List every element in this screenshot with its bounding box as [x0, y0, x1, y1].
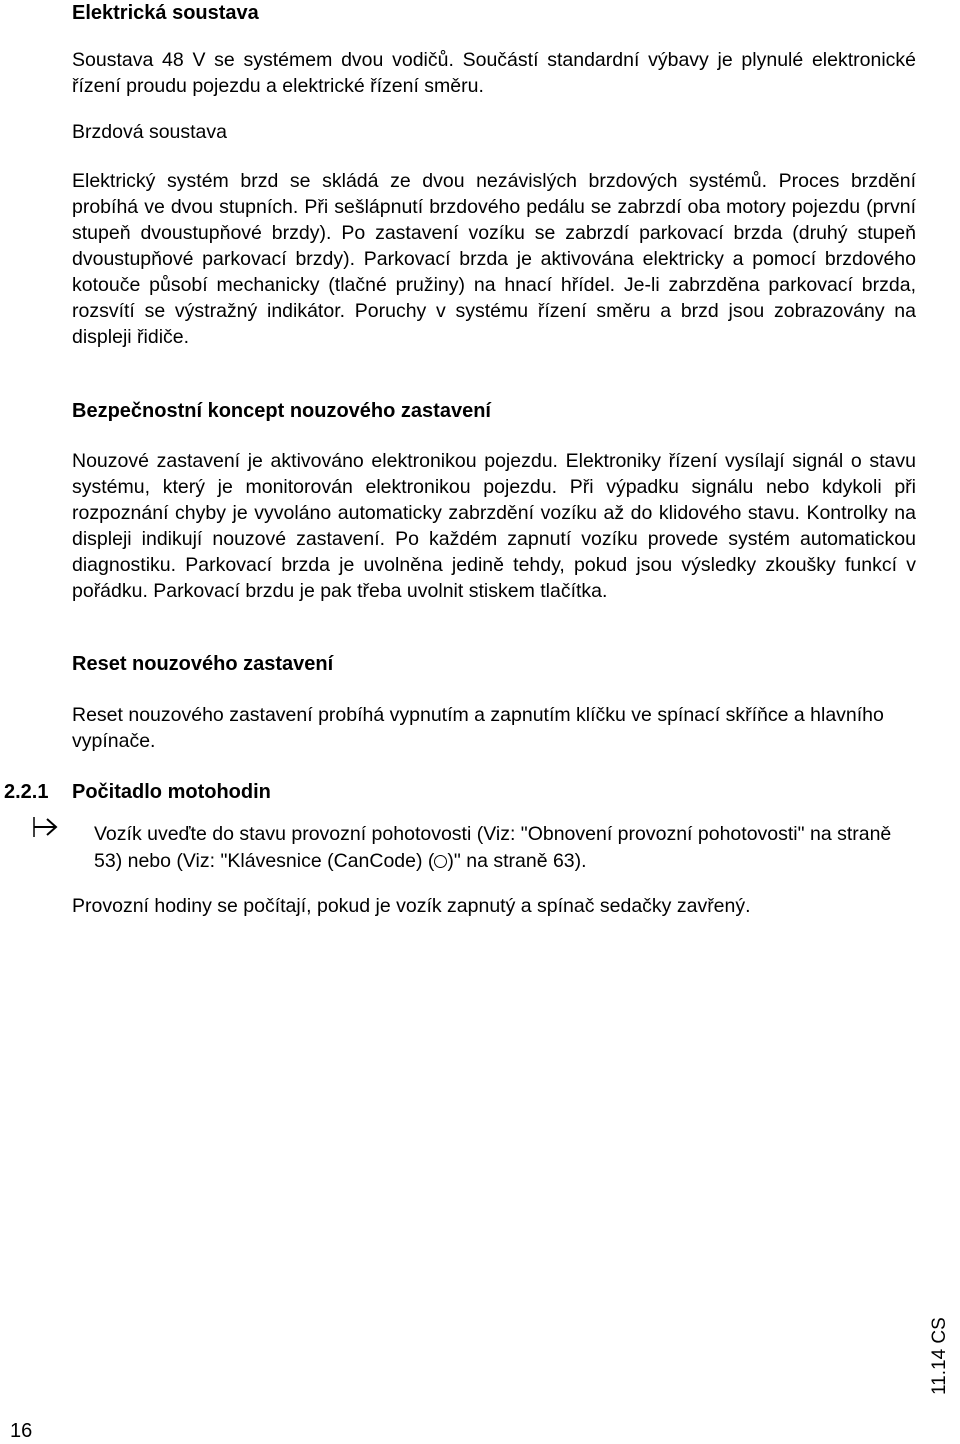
cancode-circle-icon — [434, 855, 447, 868]
paragraph-brake-system: Elektrický systém brzd se skládá ze dvou nezávislých brzdových systémů. Proces brzdění probíhá ve dvou stupních. Při sešlápnutí brzdového pedálu se zabrzdí oba motory pojezdu (první stupeň dvoustupňové brzdy). Po zastavení vozíku se zabrzdí parkovací brzda (druhý stupeň dvoustupňové parkovací brzdy). Parkovací brzda je aktivována elektricky a pomocí brzdového kotouče působí mechanicky (tlačné pružiny) na hnací hřídel. Je-li zabrzděna parkovací brzda, rozsvítí se výstražný indikátor. Poruchy v systému řízení směru a brzd jsou zobrazovány na displeji řidiče. — [72, 170, 916, 348]
instruction-step-text-end: )" na straně 63). — [447, 850, 587, 872]
page-number: 16 — [10, 1420, 33, 1442]
heading-hour-meter: Počitadlo motohodin — [72, 781, 271, 803]
heading-emergency-stop-concept: Bezpečnostní koncept nouzového zastavení — [72, 400, 491, 422]
paragraph-hour-meter: Provozní hodiny se počítají, pokud je vozík zapnutý a spínač sedačky zavřený. — [72, 895, 751, 917]
paragraph-emergency-stop-reset: Reset nouzového zastavení probíhá vypnutím a zapnutím klíčku ve spínací skříňce a hlavního vypínače. — [72, 704, 884, 752]
section-number: 2.2.1 — [4, 781, 49, 803]
instruction-step — [94, 821, 920, 875]
instruction-step-text-start: Vozík uveďte do stavu provozní pohotovosti (Viz: "Obnovení provozní pohotovosti" na straně 53) nebo (Viz: "Klávesnice (CanCode) ( — [94, 823, 892, 872]
heading-electrical-system: Elektrická soustava — [72, 2, 259, 24]
heading-emergency-stop-reset: Reset nouzového zastavení — [72, 653, 334, 675]
paragraph-emergency-stop-concept: Nouzové zastavení je aktivováno elektronikou pojezdu. Elektroniky řízení vysílají signál o stavu systému, který je monitorován elektronikou pojezdu. Při výpadku signálu nebo kdykoli při rozpoznání chyby je vyvoláno automaticky zabrzdění vozíku až do klidového stavu. Kontrolky na displeji indikují nouzové zastavení. Po každém zapnutí vozíku provede systém automatickou diagnostiku. Parkovací brzda je uvolněna jedině tehdy, pokud jsou výsledky zkoušky funkcí v pořádku. Parkovací brzdu je pak třeba uvolnit stiskem tlačítka. — [72, 450, 916, 602]
subheading-brake-system: Brzdová soustava — [72, 121, 228, 143]
instruction-arrow-icon — [30, 814, 60, 840]
paragraph-electrical-system: Soustava 48 V se systémem dvou vodičů. Součástí standardní výbavy je plynulé elektronické řízení proudu pojezdu a elektrické řízení směru. — [72, 49, 916, 97]
edition-label: 11.14 CS — [929, 1317, 950, 1395]
